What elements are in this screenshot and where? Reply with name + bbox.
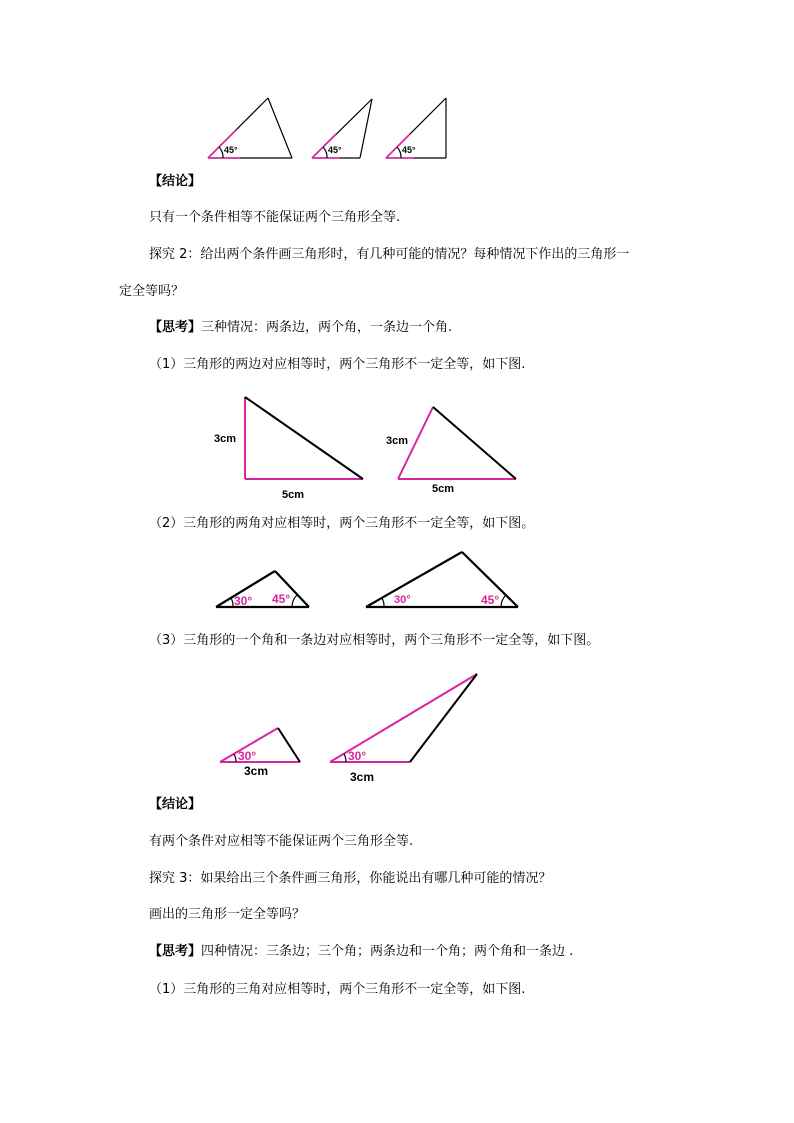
conclusion-text-2: 有两个条件对应相等不能保证两个三角形全等. (149, 834, 414, 849)
conclusion-heading-2-text: 【结论】 (149, 797, 202, 812)
case3-text: （3）三角形的一个角和一条边对应相等时，两个三角形不一定全等，如下图。 (149, 633, 600, 648)
fig3-angle-label-30-2: 30° (394, 594, 411, 606)
case1-text: （1）三角形的两边对应相等时，两个三角形不一定全等，如下图. (149, 357, 526, 372)
fig1-triangle-2 (312, 99, 372, 158)
fig2-triangle-oblique (398, 407, 516, 479)
fig3-angle-label-30-1: 30° (234, 594, 253, 608)
fig2-side-label-a-2: 3cm (386, 435, 409, 447)
explore2-line1: 探究 2：给出两个条件画三角形时，有几种可能的情况？每种情况下作出的三角形一 (149, 247, 630, 262)
fig4-angle-label-1: 30° (238, 749, 257, 763)
fig4-angle-label-2: 30° (348, 749, 367, 763)
think-text-1: 三种情况：两条边，两个角，一条边一个角. (201, 320, 453, 335)
fig3-triangle-small (216, 571, 309, 607)
fig1-angle-label-3: 45° (402, 145, 416, 155)
fig4-side-label-2: 3cm (350, 770, 375, 784)
fig2-side-label-b-1: 5cm (282, 489, 305, 501)
fig1-triangle-3 (386, 98, 446, 158)
conclusion-heading-2 (149, 797, 201, 813)
fig2-triangles (245, 397, 516, 479)
think-paragraph-1 (149, 320, 452, 336)
fig4-side-label-1: 3cm (244, 764, 269, 778)
fig1-angle-label-1: 45° (224, 145, 238, 155)
explore3-line2: 画出的三角形一定全等吗？ (149, 907, 306, 922)
fig3-triangles (216, 552, 518, 607)
fig4-triangle-small (220, 728, 300, 762)
think-text-2: 四种情况：三条边；三个角；两条边和一个角；两个角和一条边 . (201, 944, 574, 959)
fig1-angle-label-2: 45° (328, 145, 342, 155)
case2-text: （2）三角形的两角对应相等时，两个三角形不一定全等，如下图。 (149, 516, 535, 531)
case4-text: （1）三角形的三角对应相等时，两个三角形不一定全等，如下图. (149, 982, 526, 997)
conclusion-heading-1-text: 【结论】 (149, 174, 202, 189)
fig1-triangle-1 (208, 98, 292, 158)
think-heading-1: 【思考】 (149, 320, 202, 335)
think-heading-2: 【思考】 (149, 944, 202, 959)
conclusion-text-1: 只有一个条件相等不能保证两个三角形全等. (149, 210, 401, 225)
explore3-line1: 探究 3：如果给出三个条件画三角形，你能说出有哪几种可能的情况？ (149, 871, 552, 886)
fig2-side-label-a-1: 3cm (214, 433, 237, 445)
conclusion-heading-1 (149, 174, 201, 190)
think-paragraph-2 (149, 944, 573, 960)
fig3-angle-label-45-2: 45° (481, 593, 500, 607)
explore2-line2: 定全等吗？ (119, 284, 185, 299)
fig2-triangle-right (245, 397, 363, 479)
fig3-angle-label-45-1: 45° (272, 592, 291, 606)
fig2-side-label-b-2: 5cm (432, 483, 455, 495)
